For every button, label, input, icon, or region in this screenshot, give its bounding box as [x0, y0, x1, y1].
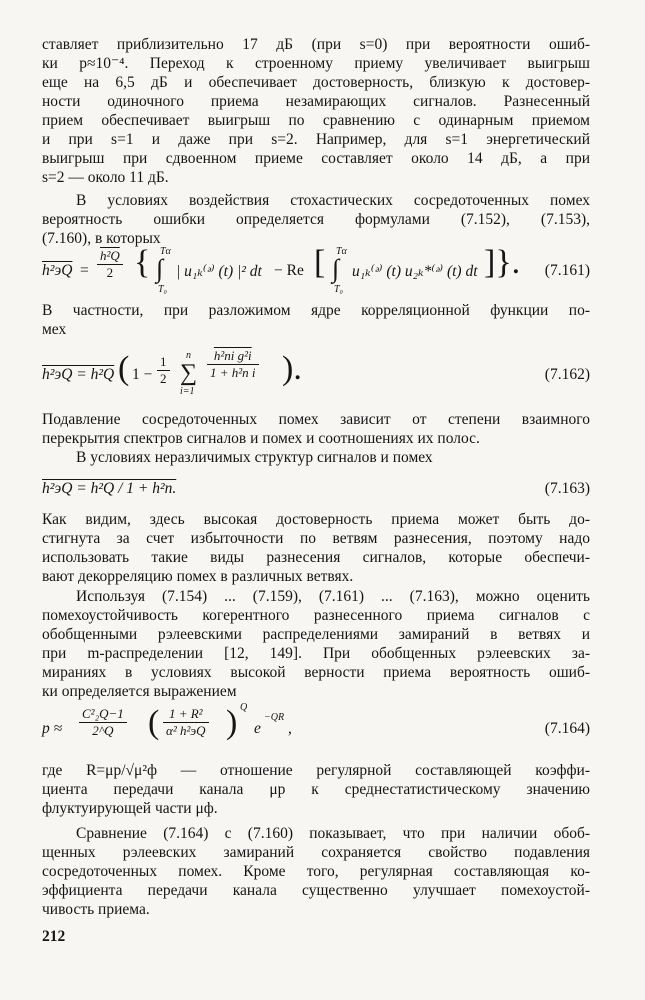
text-line: Как видим, здесь высокая достоверность приема может быть до-	[42, 511, 590, 528]
text-line: чивость приема.	[42, 901, 150, 918]
text-line: вероятность ошибки определяется формулами (7.152), (7.153),	[42, 211, 590, 228]
frac-num: h²Q	[97, 248, 123, 265]
int-body: u₁ₖ⁽ᵊ⁾ (t) u₂ₖ*⁽ᵊ⁾ (t) dt	[352, 263, 478, 280]
equation-7-163: h²эQ = h²Q / 1 + h²п.	[42, 480, 177, 497]
text-line: мех	[42, 321, 67, 338]
bracket-close: ]}.	[484, 244, 521, 281]
paren-open: (	[148, 704, 160, 741]
text-line: использовать такие виды разнесения сигналов, которые обеспечи-	[42, 549, 590, 566]
text-line: прием обеспечивает выигрыш по сравнению с одинарным приемом	[42, 112, 590, 129]
c-fraction	[79, 706, 127, 739]
int-lower: T₀	[334, 284, 344, 295]
minus-re: − Re	[274, 262, 304, 279]
text-line: при m-распределении [12, 149]. При обобщенных рэлеевских за-	[42, 645, 590, 662]
exp: e	[254, 720, 261, 737]
text-line: сосредоточенных помех. Кроме того, регулярная составляющая ко-	[42, 863, 590, 880]
text-line: где R=μр/√μ²ф — отношение регулярной составляющей коэффи-	[42, 762, 590, 779]
text-line: щенных рэлеевских замираний сохраняется свойство подавления	[42, 844, 590, 861]
page-number: 212	[42, 928, 66, 945]
text-line: В частности, при разложимом ядре корреляционной функции по-	[42, 302, 590, 319]
text-line: мираниях в условиях высокой верности приема вероятность ошиб-	[42, 664, 590, 681]
text-line: s=2 — около 11 дБ.	[42, 169, 169, 186]
frac-den: 1 + h²п i	[210, 365, 256, 380]
text-line: обобщенными рэлеевскими распределениями замираний в ветвях и	[42, 626, 590, 643]
int-upper: Tα	[336, 246, 347, 257]
frac-den: 2^Q	[92, 723, 114, 738]
eq-fraction	[97, 248, 123, 281]
text-line: В условиях неразличимых структур сигналов и помех	[76, 449, 433, 466]
frac-num: C²₂Q−1	[79, 706, 127, 723]
sum-lower: i=1	[180, 386, 195, 397]
int-lower: T₀	[158, 284, 168, 295]
int-body: | u₁ₖ⁽ᵊ⁾ (t) |² dt	[176, 263, 262, 280]
text-line: Сравнение (7.164) с (7.160) показывает, что при наличии обоб-	[76, 825, 590, 842]
frac-num: 1	[157, 354, 170, 371]
text-line: Подавление сосредоточенных помех зависит от степени взаимного	[42, 411, 590, 428]
brace-open: {	[134, 244, 151, 281]
one-minus: 1 −	[132, 366, 153, 383]
text-line: эффициента передачи канала существенно улучшает помехоустой-	[42, 882, 590, 899]
eq-fraction	[207, 348, 259, 381]
eq-lhs: h²эQ = h²Q	[42, 366, 115, 383]
text-line: ности одиночного приема незамирающих сигналов. Разнесенный	[42, 93, 590, 110]
text-line: вают декорреляцию помех в различных ветвях.	[42, 568, 354, 585]
power: Q	[240, 702, 248, 713]
sum-sign: ∑	[180, 360, 198, 386]
text-line: ки p≈10⁻⁴. Переход к строенному приему увеличивает выигрыш	[42, 55, 590, 72]
equation-7-164	[42, 700, 590, 756]
frac-den: α² h²эQ	[166, 723, 206, 738]
text-line: стигнута за счет избыточности по ветвям разнесения, поэтому надо	[42, 530, 590, 547]
text-line: Используя (7.154) ... (7.159), (7.161) ... (7.163), можно оценить	[76, 588, 590, 605]
text-line: помехоустойчивость когерентного разнесенного приема сигналов с	[42, 607, 590, 624]
paren-open: (	[118, 350, 130, 387]
equation-number: (7.161)	[544, 262, 590, 279]
text-line: циента передачи канала μр к среднестатистическому значению	[42, 781, 590, 798]
equation-7-161	[42, 244, 590, 298]
equation-number: (7.162)	[544, 366, 590, 383]
text-line: еще на 6,5 дБ и обеспечивает достоверность, близкую к достовер-	[42, 74, 590, 91]
paren-close: )	[226, 704, 238, 741]
frac-den: 2	[160, 371, 167, 386]
equation-number: (7.164)	[544, 720, 590, 737]
text-line: ки определяется выражением	[42, 683, 237, 700]
half-fraction	[157, 354, 170, 387]
text-line: и при s=1 и даже при s=2. Например, для s=1 энергетический	[42, 131, 590, 148]
frac-num: 1 + R²	[163, 706, 209, 723]
frac-den: 2	[106, 265, 114, 280]
eq-lhs: h²эQ	[42, 262, 73, 279]
text-line: ставляет приблизительно 17 дБ (при s=0) при вероятности ошиб-	[42, 36, 590, 53]
text-line: выигрыш при сдвоенном приеме составляет около 14 дБ, а при	[42, 150, 590, 167]
equation-7-162	[42, 344, 590, 400]
int-upper: Tα	[160, 246, 171, 257]
comma: ,	[288, 720, 292, 737]
integral-sign: ∫	[332, 254, 340, 283]
text-line: В условиях воздействия стохастических сосредоточенных помех	[76, 192, 590, 209]
equation-number: (7.163)	[544, 480, 590, 497]
eq-sign: =	[80, 262, 89, 279]
exp-power: −QR	[264, 712, 285, 723]
frac-num: h²пi g²i	[207, 348, 259, 365]
eq-lhs: p ≈	[42, 720, 63, 737]
sum-upper: n	[186, 350, 191, 361]
inner-fraction	[163, 706, 209, 739]
bracket-open: [	[314, 244, 326, 281]
text-line: перекрытия спектров сигналов и помех и соотношениях их полос.	[42, 430, 480, 447]
paren-close: ).	[282, 350, 302, 387]
text-line: (7.160), в которых	[42, 230, 161, 247]
integral-sign: ∫	[156, 254, 164, 283]
text-line: флуктуирующей части μф.	[42, 800, 218, 817]
